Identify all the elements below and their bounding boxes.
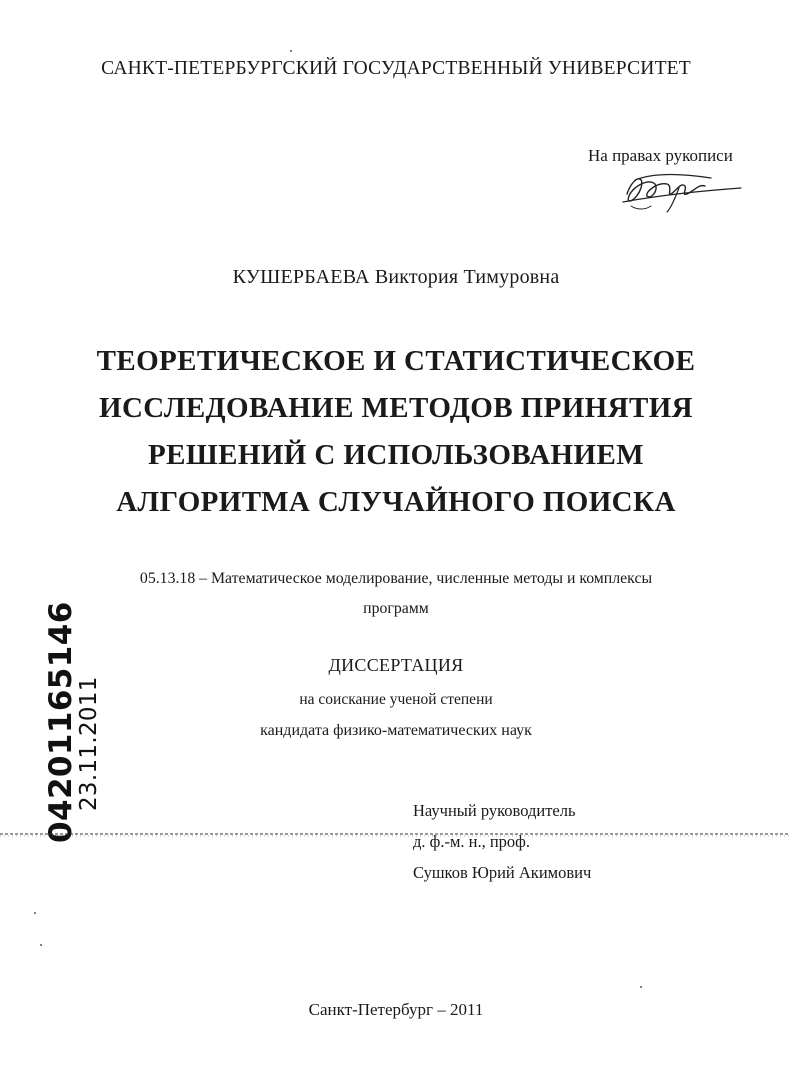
author-name: КУШЕРБАЕВА Виктория Тимуровна (232, 266, 560, 288)
university-name: САНКТ-ПЕТЕРБУРГСКИЙ ГОСУДАРСТВЕННЫЙ УНИВЕРСИТЕТ (101, 58, 691, 79)
scan-speck (640, 986, 642, 988)
cut-line-divider (0, 830, 792, 842)
degree-field: кандидата физико-математических наук (260, 722, 532, 739)
document-type: ДИССЕРТАЦИЯ (328, 655, 464, 675)
specialty-line: программ (363, 600, 429, 617)
title-line: РЕШЕНИЙ С ИСПОЛЬЗОВАНИЕМ (148, 439, 644, 471)
supervisor-name: Сушков Юрий Акимович (413, 863, 592, 882)
rights-note: На правах рукописи (588, 146, 733, 165)
handwritten-signature (615, 166, 745, 216)
scan-speck (40, 944, 42, 946)
supervisor-role: Научный руководитель (413, 801, 576, 820)
city-year: Санкт-Петербург – 2011 (308, 1000, 484, 1019)
stamp-number: 04201165146 (43, 601, 79, 843)
specialty-code (0, 564, 792, 624)
dissertation-title (0, 338, 792, 526)
scan-speck (34, 912, 36, 914)
title-line: ИССЛЕДОВАНИЕ МЕТОДОВ ПРИНЯТИЯ (98, 392, 693, 424)
degree-sought: на соискание ученой степени (299, 691, 493, 708)
title-line: АЛГОРИТМА СЛУЧАЙНОГО ПОИСКА (116, 486, 676, 518)
scan-speck (290, 50, 292, 52)
stamp-date: 23.11.2011 (76, 676, 102, 811)
supervisor-rank: д. ф.-м. н., проф. (413, 832, 530, 851)
title-line: ТЕОРЕТИЧЕСКОЕ И СТАТИСТИЧЕСКОЕ (96, 345, 696, 377)
specialty-line: 05.13.18 – Математическое моделирование, численные методы и комплексы (139, 570, 653, 587)
